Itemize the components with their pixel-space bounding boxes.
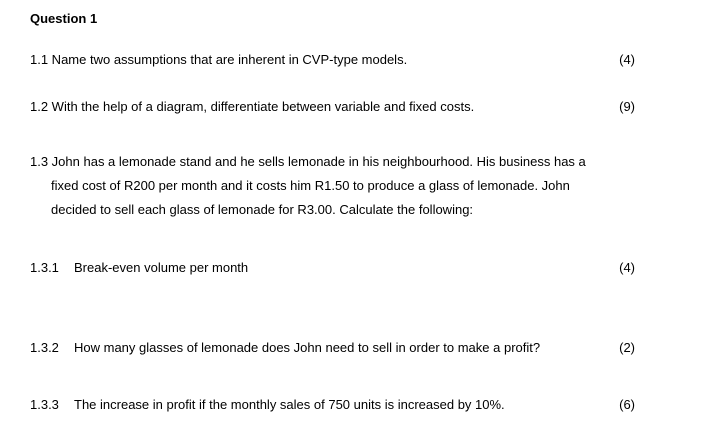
question-1-3-3-text: The increase in profit if the monthly sales of 750 units is increased by 10%. [74, 397, 505, 412]
question-1-2-marks: (9) [619, 99, 635, 114]
question-1-3-2-marks: (2) [619, 340, 635, 355]
question-1-3-3-marks: (6) [619, 397, 635, 412]
question-1-1-marks: (4) [619, 52, 635, 67]
question-1-3-line-3: decided to sell each glass of lemonade for R3.00. Calculate the following: [51, 202, 474, 217]
question-1-3-line-2: fixed cost of R200 per month and it costs him R1.50 to produce a glass of lemonade. John [51, 178, 570, 193]
question-1-3-1-text: Break-even volume per month [74, 260, 249, 275]
question-1-3-3-number: 1.3.3 [30, 397, 59, 412]
question-1-3-2-text: How many glasses of lemonade does John need to sell in order to make a profit? [74, 340, 541, 355]
question-1-3-2-number: 1.3.2 [30, 340, 59, 355]
question-1-1-text: 1.1 Name two assumptions that are inherent in CVP-type models. [30, 52, 408, 67]
question-title: Question 1 [30, 11, 98, 26]
question-1-3-line-1: 1.3 John has a lemonade stand and he sells lemonade in his neighbourhood. His business has a [30, 154, 586, 169]
question-1-3-1-marks: (4) [619, 260, 635, 275]
question-1-3-paragraph [30, 150, 630, 222]
question-1-2-text: 1.2 With the help of a diagram, differentiate between variable and fixed costs. [30, 99, 475, 114]
question-1-3-1-number: 1.3.1 [30, 260, 59, 275]
